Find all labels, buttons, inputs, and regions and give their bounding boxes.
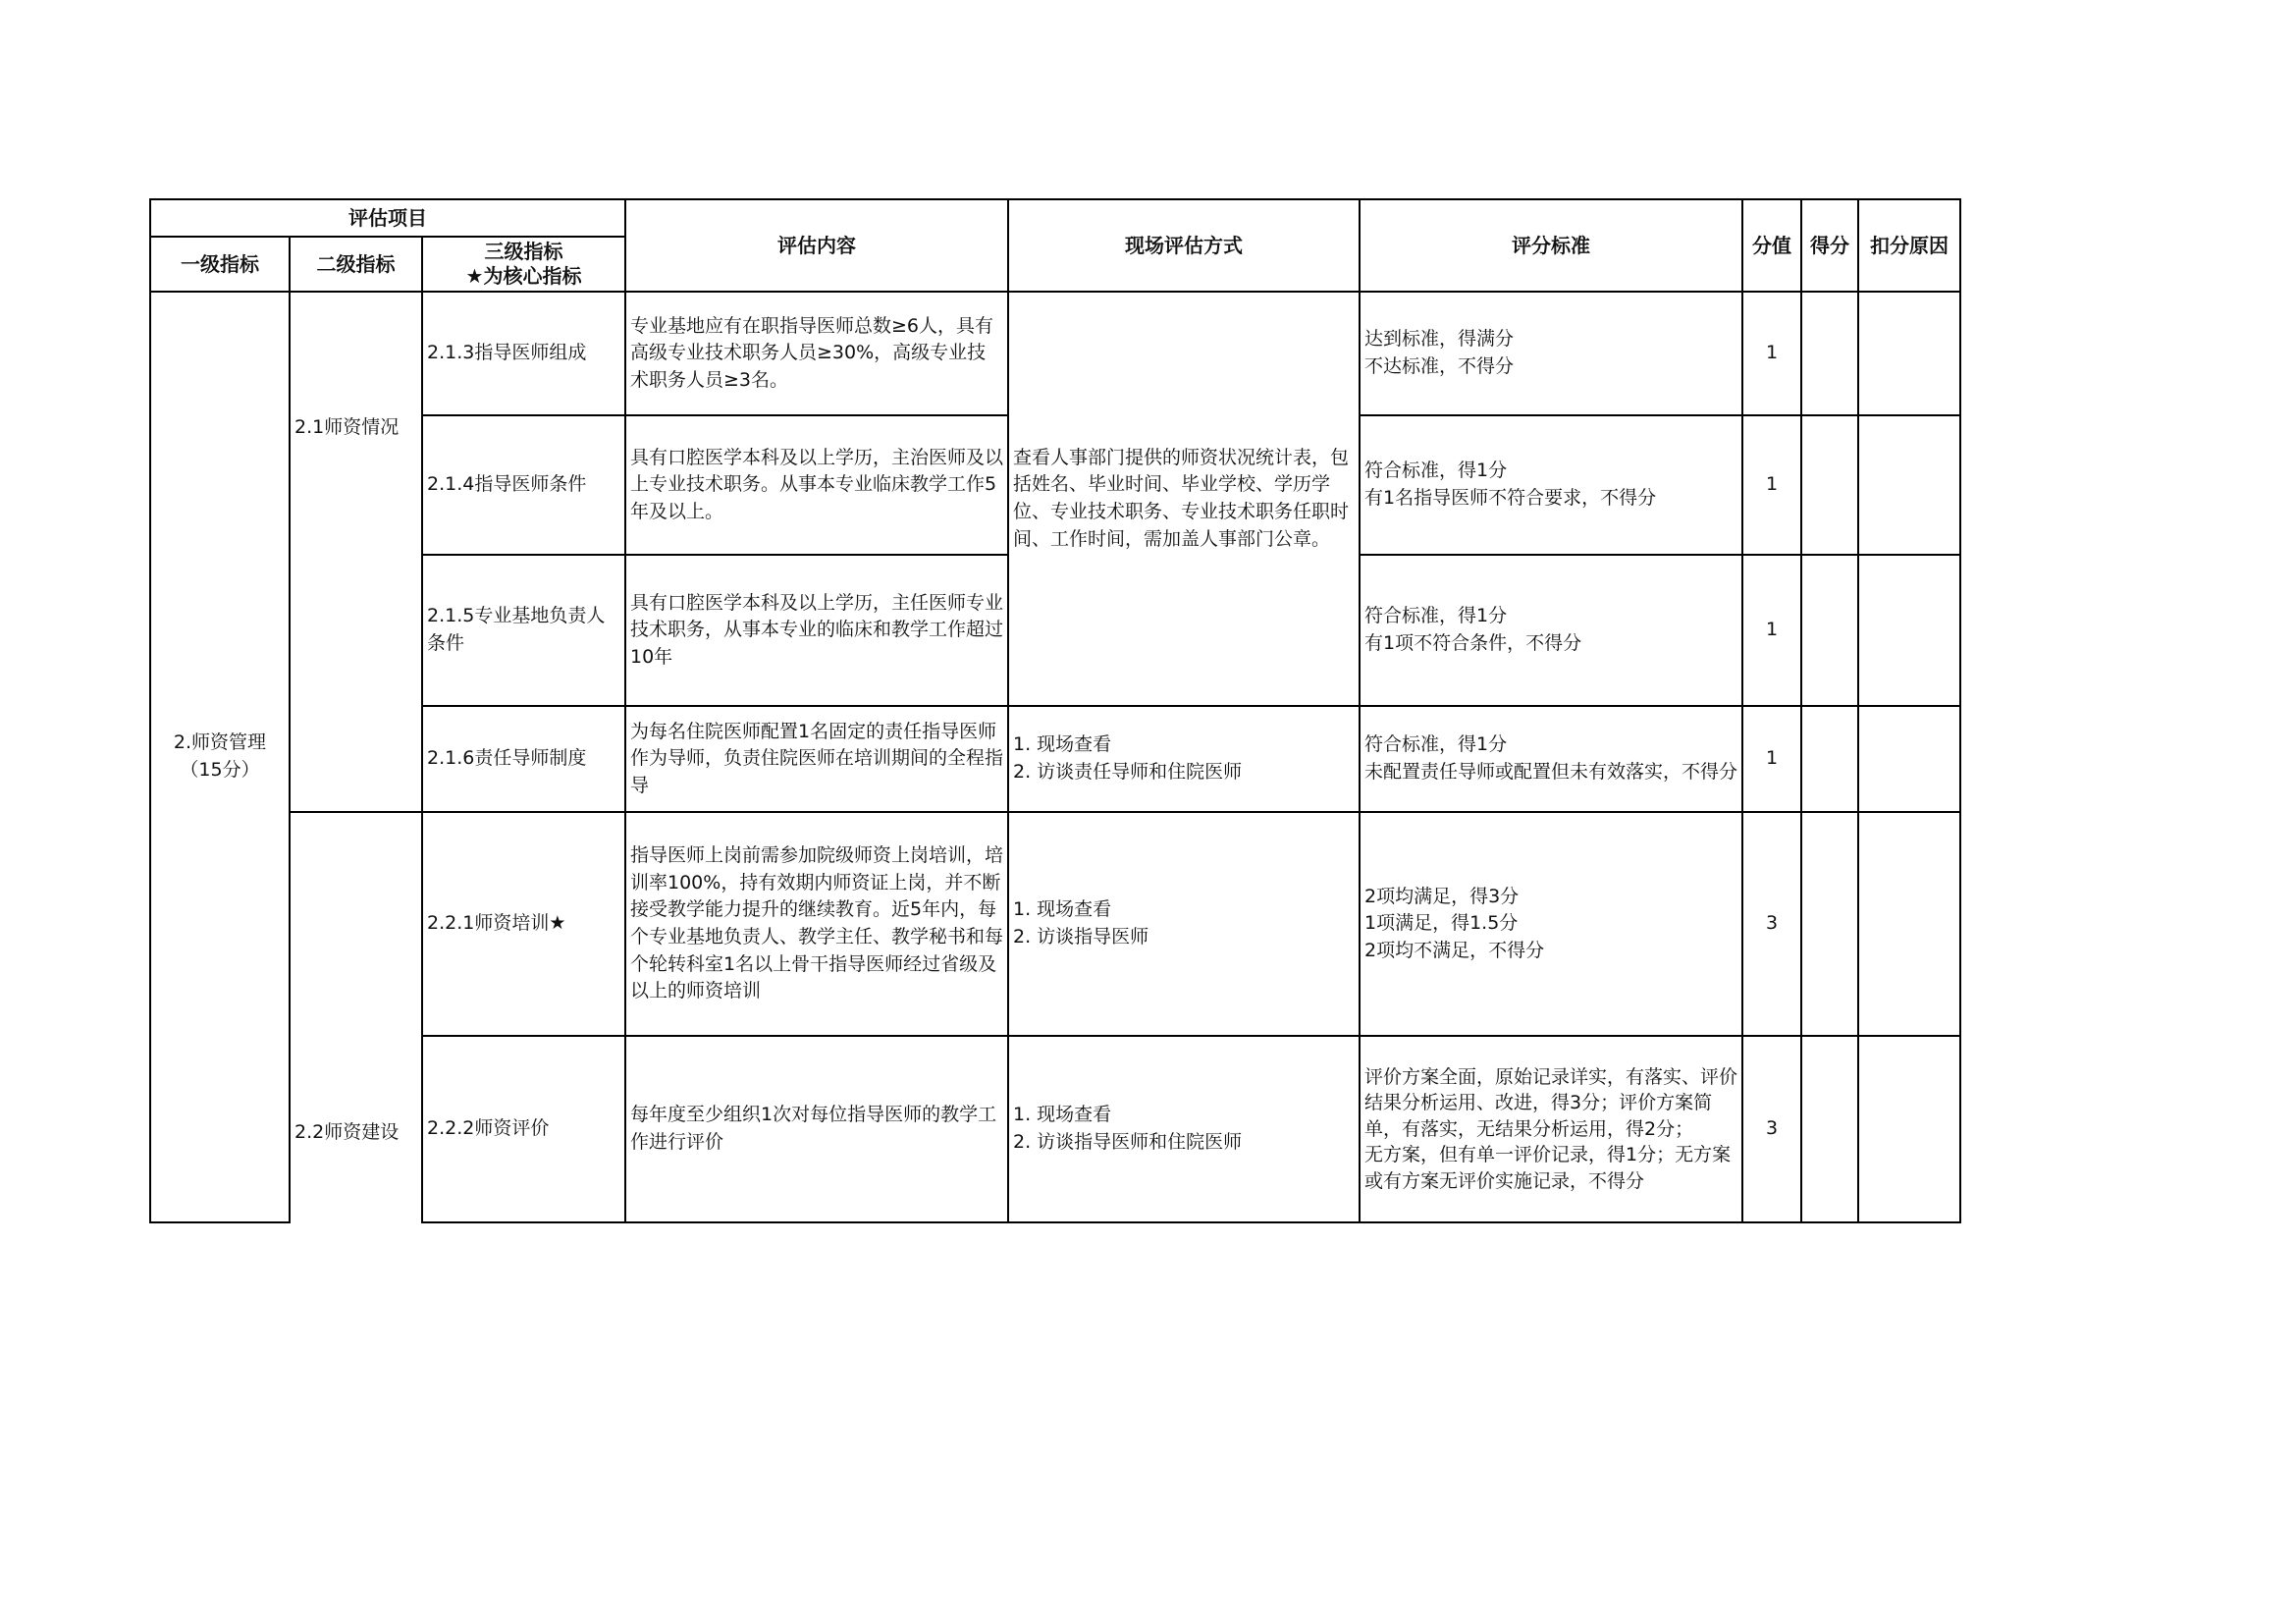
header-criteria: 评分标准 (1360, 199, 1742, 292)
method-cell: 1. 现场查看 2. 访谈指导医师和住院医师 (1008, 1036, 1360, 1222)
content-cell: 专业基地应有在职指导医师总数≥6人，具有高级专业技术职务人员≥30%，高级专业技术职务人员≥3名。 (625, 292, 1008, 415)
reason-cell[interactable] (1858, 706, 1960, 812)
content-cell: 指导医师上岗前需参加院级师资上岗培训，培训率100%，持有效期内师资证上岗，并不断接受教学能力提升的继续教育。近5年内，每个专业基地负责人、教学主任、教学秘书和每个轮转科室1名以上骨干指导医师经过省级及以上的师资培训 (625, 812, 1008, 1036)
header-level2: 二级指标 (290, 237, 422, 292)
score-cell[interactable] (1801, 1036, 1858, 1222)
reason-cell[interactable] (1858, 292, 1960, 415)
header-content: 评估内容 (625, 199, 1008, 292)
header-group: 评估项目 (150, 199, 625, 237)
score-cell[interactable] (1801, 706, 1858, 812)
evaluation-table (149, 198, 1961, 1223)
criteria-cell: 符合标准，得1分 有1项不符合条件，不得分 (1360, 555, 1742, 706)
content-cell: 每年度至少组织1次对每位指导医师的教学工作进行评价 (625, 1036, 1008, 1222)
criteria-cell: 评价方案全面，原始记录详实，有落实、评价结果分析运用、改进，得3分；评价方案简单，有落实，无结果分析运用，得2分； 无方案，但有单一评价记录，得1分；无方案或有方案无评价实施记录，不得分 (1360, 1036, 1742, 1222)
indicator-cell: 2.1.5专业基地负责人条件 (422, 555, 625, 706)
reason-cell[interactable] (1858, 1036, 1960, 1222)
section-2-2: 2.2师资建设 (290, 812, 422, 1222)
content-cell: 具有口腔医学本科及以上学历，主治医师及以上专业技术职务。从事本专业临床教学工作5年及以上。 (625, 415, 1008, 555)
value-cell: 1 (1742, 706, 1801, 812)
value-cell: 1 (1742, 415, 1801, 555)
indicator-cell: 2.1.3指导医师组成 (422, 292, 625, 415)
value-cell: 1 (1742, 292, 1801, 415)
indicator-cell: 2.2.2师资评价 (422, 1036, 625, 1222)
value-cell: 3 (1742, 1036, 1801, 1222)
reason-cell[interactable] (1858, 555, 1960, 706)
criteria-cell: 2项均满足，得3分 1项满足，得1.5分 2项均不满足，不得分 (1360, 812, 1742, 1036)
reason-cell[interactable] (1858, 415, 1960, 555)
header-reason: 扣分原因 (1858, 199, 1960, 292)
content-cell: 具有口腔医学本科及以上学历，主任医师专业技术职务，从事本专业的临床和教学工作超过10年 (625, 555, 1008, 706)
header-value: 分值 (1742, 199, 1801, 292)
indicator-cell: 2.1.6责任导师制度 (422, 706, 625, 812)
content-cell: 为每名住院医师配置1名固定的责任指导医师作为导师，负责住院医师在培训期间的全程指导 (625, 706, 1008, 812)
value-cell: 1 (1742, 555, 1801, 706)
criteria-cell: 符合标准，得1分 有1名指导医师不符合要求，不得分 (1360, 415, 1742, 555)
indicator-cell: 2.2.1师资培训★ (422, 812, 625, 1036)
criteria-cell: 达到标准，得满分 不达标准，不得分 (1360, 292, 1742, 415)
header-method: 现场评估方式 (1008, 199, 1360, 292)
reason-cell[interactable] (1858, 812, 1960, 1036)
header-level1: 一级指标 (150, 237, 290, 292)
score-cell[interactable] (1801, 812, 1858, 1036)
header-level3: 三级指标 ★为核心指标 (422, 237, 625, 292)
score-cell[interactable] (1801, 292, 1858, 415)
criteria-cell: 符合标准，得1分 未配置责任导师或配置但未有效落实，不得分 (1360, 706, 1742, 812)
header-score: 得分 (1801, 199, 1858, 292)
section-2-1: 2.1师资情况 (290, 292, 422, 812)
indicator-cell: 2.1.4指导医师条件 (422, 415, 625, 555)
score-cell[interactable] (1801, 415, 1858, 555)
score-cell[interactable] (1801, 555, 1858, 706)
method-cell: 1. 现场查看 2. 访谈责任导师和住院医师 (1008, 706, 1360, 812)
method-cell: 1. 现场查看 2. 访谈指导医师 (1008, 812, 1360, 1036)
level1-cell: 2.师资管理 （15分） (150, 292, 290, 1222)
value-cell: 3 (1742, 812, 1801, 1036)
method-cell-shared: 查看人事部门提供的师资状况统计表，包括姓名、毕业时间、毕业学校、学历学位、专业技术职务、专业技术职务任职时间、工作时间，需加盖人事部门公章。 (1008, 292, 1360, 706)
